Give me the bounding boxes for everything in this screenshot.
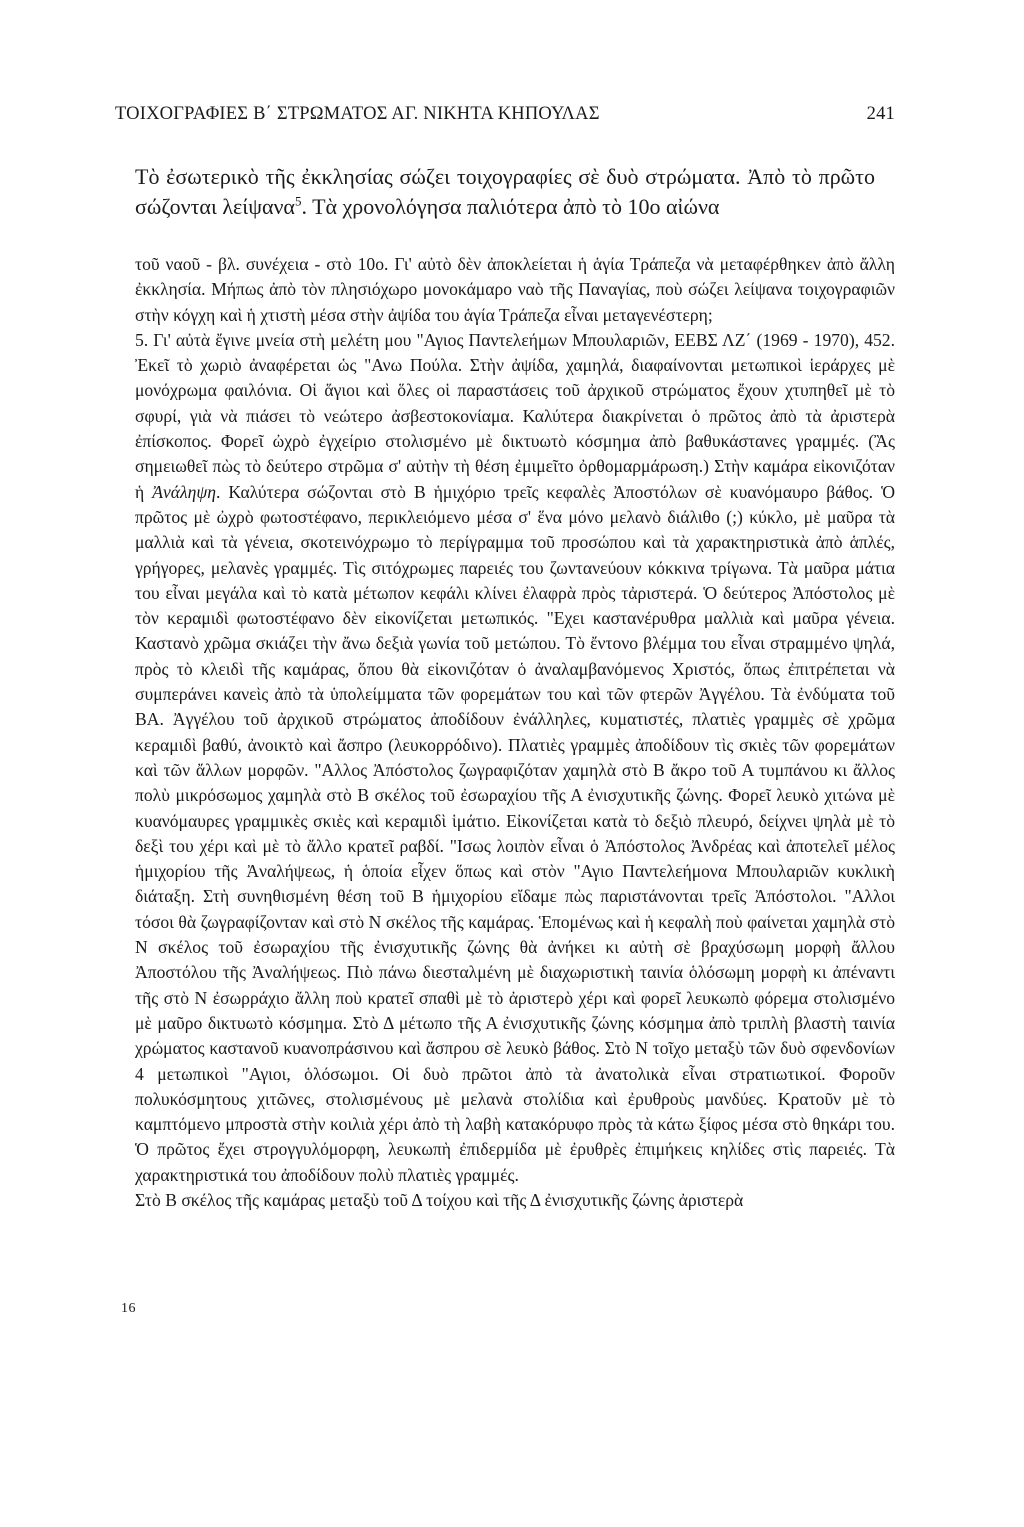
main-paragraph-start: Τὸ ἐσωτερικὸ τῆς ἐκκλησίας σώζει τοιχογραφίες σὲ δυὸ στρώματα. Ἀπὸ τὸ πρῶτο σώζονται λείψανα [135, 164, 875, 219]
main-paragraph-end: . Τὰ χρονολόγησα παλιότερα ἀπὸ τὸ 10ο αἰώνα [301, 194, 720, 219]
footnotes [135, 252, 895, 1213]
footnote-5-italic: Ἀνάληψη [152, 481, 217, 502]
running-head [115, 104, 895, 125]
footnote-last-line: Στὸ Β σκέλος τῆς καμάρας μεταξὺ τοῦ Δ τοίχου καὶ τῆς Δ ἐνισχυτικῆς ζώνης ἀριστερὰ [135, 1189, 744, 1210]
footnote-5-rest: . Καλύτερα σώζονται στὸ Β ἡμιχόριο τρεῖς κεφαλὲς Ἀποστόλων σὲ κυανόμαυρο βάθος. Ὁ πρῶτος μὲ ὠχρὸ φωτοστέφανο, περικλειόμενο μέσα σ' ἕνα μόνο μελανὸ διάλιθο (;) κύκλο, μὲ μαῦρα τὰ μαλλιὰ καὶ τὰ γένεια, σκοτεινόχρωμο τὸ περίγραμμα τοῦ προσώπου καὶ τὰ χαρακτηριστικὰ ἀπὸ ἁπλές, γρήγορες, μελανὲς γραμμές. Τὶς σιτόχρωμες παρειές του ζωντανεύουν κόκκινα τρίγωνα. Τὰ μαῦρα μάτια του εἶναι μεγάλα καὶ τὸ κατὰ μέτωπον κεφάλι κλίνει ἐλαφρὰ πρὸς τἀριστερά. Ὁ δεύτερος Ἀπόστολος μὲ τὸν κεραμιδὶ φωτοστέφανο δὲν εἰκονίζεται μετωπικός. "Εχει καστανέρυθρα μαλλιὰ καὶ μαῦρα γένεια. Καστανὸ χρῶμα σκιάζει τὴν ἄνω δεξιὰ γωνία τοῦ μετώπου. Τὸ ἔντονο βλέμμα του εἶναι στραμμένο ψηλά, πρὸς τὸ κλειδὶ τῆς καμάρας, ὅπου θὰ εἰκονιζόταν ὁ ἀναλαμβανόμενος Χριστός, ὅπως ἐπιτρέπεται νὰ συμπεράνει κανεὶς ἀπὸ τὰ ὑπολείμματα τῶν φορεμάτων του καὶ τῶν φτερῶν Ἀγγέλου. Τὰ ἐνδύματα τοῦ ΒΑ. Ἀγγέλου τοῦ ἀρχικοῦ στρώματος ἀποδίδουν ἐνάλληλες, κυματιστές, πλατιὲς γραμμὲς σὲ χρῶμα κεραμιδὶ βαθύ, ἀνοικτὸ καὶ ἄσπρο (λευκορρόδινο). Πλατιὲς γραμμὲς ἀποδίδουν τὶς σκιὲς τῶν φορεμάτων καὶ τῶν ἄλλων μορφῶν. "Αλλος Ἀπόστολος ζωγραφιζόταν χαμηλὰ στὸ Β ἄκρο τοῦ Α τυμπάνου κι ἄλλος πολὺ μικρόσωμος χαμηλὰ στὸ Β σκέλος τοῦ ἐσωραχίου τῆς Α ἐνισχυτικῆς ζώνης. Φορεῖ λευκὸ χιτώνα μὲ κυανόμαυρες γραμμικὲς σκιὲς καὶ κεραμιδὶ ἱμάτιο. Εἰκονίζεται κατὰ τὸ δεξιὸ πλευρό, δείχνει ψηλὰ μὲ τὸ δεξὶ του χέρι καὶ μὲ τὸ ἄλλο κρατεῖ ραβδί. "Ισως λοιπὸν εἶναι ὁ Ἀπόστολος Ἀνδρέας καὶ ἀποτελεῖ μέλος ἡμιχορίου τῆς Ἀναλήψεως, ἡ ὁποία εἶχεν ὅπως καὶ στὸν "Αγιο Παντελεήμονα Μπουλαριῶν κυκλικὴ διάταξη. Στὴ συνηθισμένη θέση τοῦ Β ἡμιχορίου εἴδαμε πὼς παριστάνονται τρεῖς Ἀπόστολοι. "Αλλοι τόσοι θὰ ζωγραφίζονταν καὶ στὸ Ν σκέλος τῆς καμάρας. Ἑπομένως καὶ ἡ κεφαλὴ ποὺ φαίνεται χαμηλὰ στὸ Ν σκέλος τοῦ ἐσωραχίου τῆς ἐνισχυτικῆς ζώνης θὰ ἀνήκει κι αὐτὴ σὲ βραχύσωμη μορφὴ ἄλλου Ἀποστόλου τῆς Ἀναλήψεως. Πιὸ πάνω διεσταλμένη μὲ διαχωριστικὴ ταινία ὁλόσωμη μορφὴ κι ἀπέναντι τῆς στὸ Ν ἐσωρράχιο ἄλλη ποὺ κρατεῖ σπαθὶ μὲ τὸ ἀριστερὸ χέρι καὶ φορεῖ λευκωπὸ φόρεμα στολισμένο μὲ μαῦρο δικτυωτὸ κόσμημα. Στὸ Δ μέτωπο τῆς Α ἐνισχυτικῆς ζώνης κόσμημα ἀπὸ τριπλὴ βλαστὴ ταινία χρώματος καστανοῦ κυανοπράσινου καὶ ἄσπρου σὲ λευκὸ βάθος. Στὸ Ν τοῖχο μεταξὺ τῶν δυὸ σφενδονίων 4 μετωπικοὶ "Αγιοι, ὁλόσωμοι. Οἱ δυὸ πρῶτοι ἀπὸ τὰ ἀνατολικὰ εἶναι στρατιωτικοί. Φοροῦν πολυκόσμητους χιτῶνες, στολισμένους μὲ μελανὰ στολίδια καὶ ἐρυθροὺς μανδύες. Κρατοῦν μὲ τὸ καμπτόμενο μπροστὰ στὴν κοιλιὰ χέρι ἀπὸ τὴ λαβὴ κατακόρυφο πρὸς τὰ κάτω ξίφος μέσα στὸ θηκάρι του. Ὁ πρῶτος ἔχει στρογγυλόμορφη, λευκωπὴ ἐπιδερμίδα μὲ ἐρυθρὲς ἐπιμήκεις κηλίδες στὶς παρειές. Τὰ χαρακτηριστικά του ἀποδίδουν πολὺ πλατιὲς γραμμές. [135, 481, 895, 1185]
main-text [135, 162, 875, 222]
footnote-reference: 5 [294, 193, 302, 209]
footnote-5 [135, 328, 895, 1188]
sheet-number: 16 [121, 1301, 136, 1316]
running-head-title: ΤΟΙΧΟΓΡΑΦΙΕΣ Β΄ ΣΤΡΩΜΑΤΟΣ ΑΓ. ΝΙΚΗΤΑ ΚΗΠΟΥΛΑΣ [115, 104, 600, 124]
footnote-5-lead: 5. Γι' αὐτὰ ἔγινε μνεία στὴ μελέτη μου "Αγιος Παντελεήμων Μπουλαριῶν, ΕΕΒΣ ΛΖ΄ (1969 - 1970), 452. Ἐκεῖ τὸ χωριὸ ἀναφέρεται ὡς "Ανω Πούλα. Στὴν ἀψίδα, χαμηλά, διαφαίνονται μετωπικοὶ ἱεράρχες μὲ μονόχρωμα φαιλόνια. Οἱ ἅγιοι καὶ ὅλες οἱ παραστάσεις τοῦ ἀρχικοῦ στρώματος ἔχουν χτυπηθεῖ μὲ τὸ σφυρί, γιὰ νὰ πιάσει τὸ νεώτερο ἀσβεστοκονίαμα. Καλύτερα διακρίνεται ὁ πρῶτος ἀπὸ τὰ ἀριστερὰ ἐπίσκοπος. Φορεῖ ὠχρὸ ἐγχείριο στολισμένο μὲ δικτυωτὸ κόσμημα ἀπὸ βαθυκάστανες γραμμές. (Ἂς σημειωθεῖ πὼς τὸ δεύτερο στρῶμα σ' αὐτὴν τὴ θέση ἐμιμεῖτο ὀρθομαρμάρωση.) Στὴν καμάρα εἰκονιζόταν ἡ [135, 329, 895, 502]
footnote-continuation: τοῦ ναοῦ - βλ. συνέχεια - στὸ 10ο. Γι' αὐτὸ δὲν ἀποκλείεται ἡ ἁγία Τράπεζα νὰ μεταφέρθηκεν ἀπὸ ἄλλη ἐκκλησία. Μήπως ἀπὸ τὸν πλησιόχωρο μονοκάμαρο ναὸ τῆς Παναγίας, ποὺ σώζει λείψανα τοιχογραφιῶν στὴν κόγχη καὶ ἡ χτιστὴ μέσα στὴν ἀψίδα του ἁγία Τράπεζα εἶναι μεταγενέστερη; [135, 254, 895, 325]
main-paragraph [135, 162, 875, 222]
page-number: 241 [866, 104, 895, 124]
